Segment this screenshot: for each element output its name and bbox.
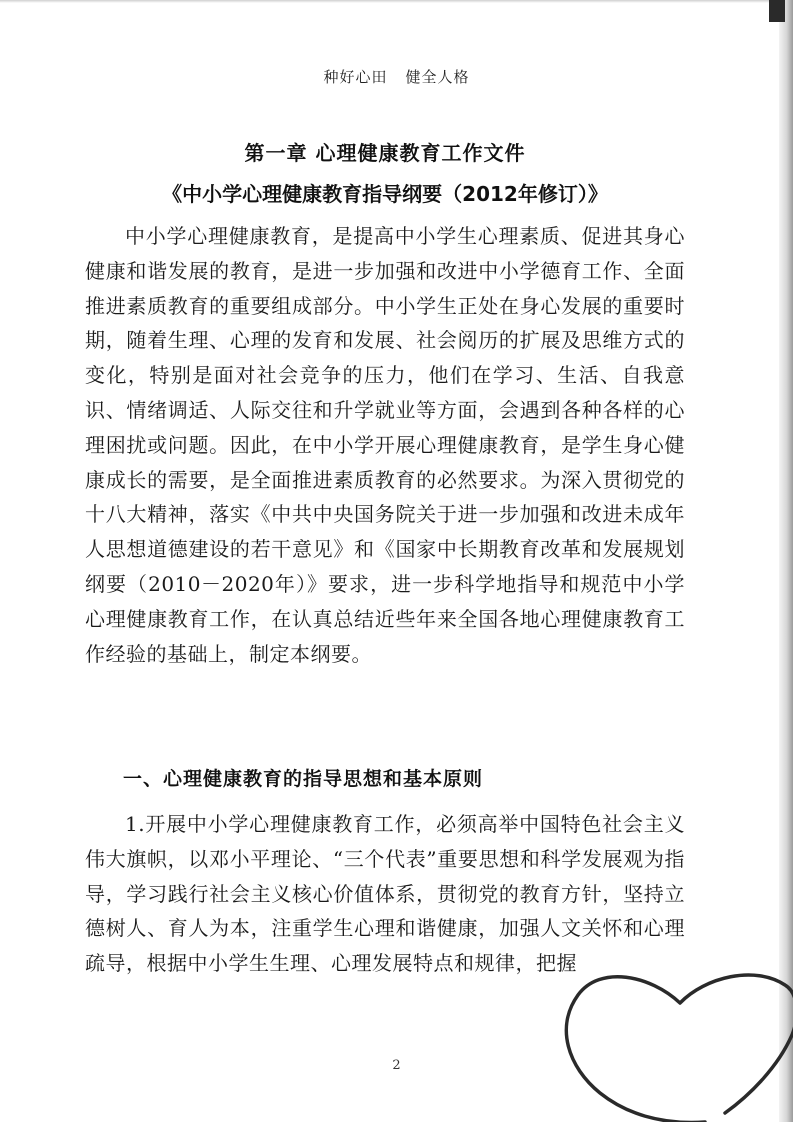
scan-edge-right: [779, 0, 793, 1122]
scan-edge-top: [0, 0, 793, 3]
scan-corner-mark: [769, 0, 785, 22]
heart-outline-stroke: [566, 975, 793, 1122]
running-header-right: 健全人格: [405, 68, 470, 86]
section1-item1-text: 1.开展中小学心理健康教育工作，必须高举中国特色社会主义伟大旗帜，以邓小平理论、“三个代表”重要思想和科学发展观为指导，学习践行社会主义核心价值体系，贯彻党的教育方针，坚持立德树人、育人为本，注重学生心理和谐健康，加强人文关怀和心理疏导，根据中小学生生理、心理发展特点和规律，把握: [85, 812, 685, 976]
running-header-left: 种好心田: [323, 68, 388, 86]
chapter-title: 第一章 心理健康教育工作文件: [244, 141, 526, 165]
section-heading: 一、心理健康教育的指导思想和基本原则: [123, 768, 484, 790]
intro-paragraph-text: 中小学心理健康教育，是提高中小学生心理素质、促进其身心健康和谐发展的教育，是进一步加强和改进中小学德育工作、全面推进素质教育的重要组成部分。中小学生正处在身心发展的重要时期，随着生理、心理的发育和发展、社会阅历的扩展及思维方式的变化，特别是面对社会竞争的压力，他们在学习、生活、自我意识、情绪调适、人际交往和升学就业等方面，会遇到各种各样的心理困扰或问题。因此，在中小学开展心理健康教育，是学生身心健康成长的需要，是全面推进素质教育的必然要求。为深入贯彻党的十八大精神，落实《中共中央国务院关于进一步加强和改进未成年人思想道德建设的若干意见》和《国家中长期教育改革和发展规划纲要（2010－2020年）》要求，进一步科学地指导和规范中小学心理健康教育工作，在认真总结近些年来全国各地心理健康教育工作经验的基础上，制定本纲要。: [85, 224, 685, 666]
intro-paragraph: [85, 219, 685, 671]
document-title: 《中小学心理健康教育指导纲要（2012年修订）》: [162, 182, 608, 206]
heart-outline-icon: [530, 955, 793, 1122]
page-number: 2: [392, 1058, 401, 1073]
running-header: [0, 66, 793, 87]
